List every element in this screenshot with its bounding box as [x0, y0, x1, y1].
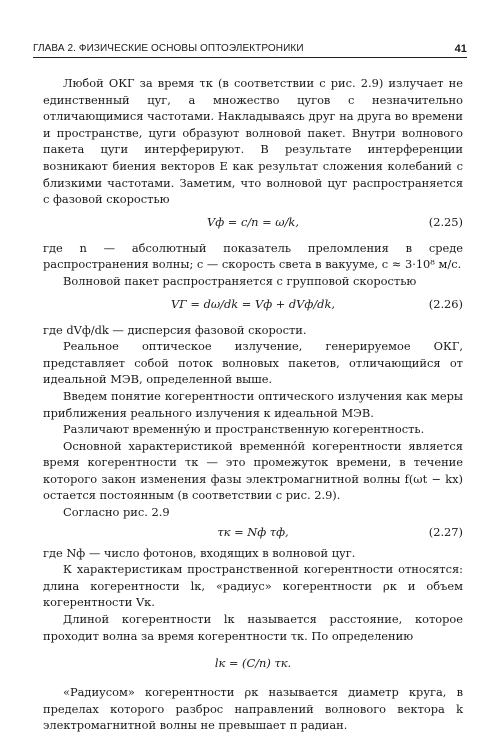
paragraph: где Nф — число фотонов, входящих в волновой цуг.: [43, 545, 356, 560]
equation-number: (2.25): [428, 214, 463, 229]
paragraph: где n — абсолютный показатель преломления в среде распространения волны; с — скорость света в вакууме, с ≈ 3·10⁸ м/с.: [43, 240, 463, 272]
paragraph: Основной характеристикой временно́й когерентности является время когерентности τк — это промежуток времени, в течение которого закон изменения фазы электромагнитной волны f(ωt − kx) остается постоянным (в соответствии с рис. 2.9).: [43, 438, 463, 503]
running-header: [33, 43, 467, 57]
equation-number: (2.26): [428, 296, 463, 311]
equation-formula: τк = Nф τф,: [217, 524, 289, 539]
equation-number: (2.27): [428, 524, 463, 539]
paragraph: «Радиусом» когерентности ρк называется диаметр круга, в пределах которого разброс направлений волнового вектора k электромагнитной волны не превышает π радиан.: [43, 685, 463, 733]
equation-2-27: [43, 521, 463, 545]
equation-formula: VГ = dω/dk = Vф + dVф/dk,: [171, 296, 335, 311]
equation-formula: Vф = c/n = ω/k,: [207, 214, 299, 229]
equation-coherence-length: [43, 644, 463, 684]
paragraph: Различают временну́ю и пространственную когерентность.: [63, 422, 425, 437]
paragraph: Волновой пакет распространяется с групповой скоростью: [63, 273, 417, 288]
paragraph: Любой ОКГ за время τк (в соответствии с рис. 2.9) излучает не единственный цуг, а множество цугов с незначительно отличающимися частотами. Накладываясь друг на друга во времени и пространстве, цуги образуют волновой пакет. Внутри волнового пакета цуги интерферируют. В результате интерференции возникают биения векторов E как результат сложения колебаний с близкими частотами. Заметим, что волновой цуг распространяется с фазовой скоростью: [43, 76, 463, 207]
paragraph: Согласно рис. 2.9: [63, 505, 170, 520]
chapter-title: ГЛАВА 2. ФИЗИЧЕСКИЕ ОСНОВЫ ОПТОЭЛЕКТРОНИКИ: [33, 43, 304, 54]
paragraph: где dVф/dk — дисперсия фазовой скорости.: [43, 322, 307, 337]
paragraph: Введем понятие когерентности оптического излучения как меры приближения реального излучения к идеальной МЭВ.: [43, 388, 463, 420]
paragraph: Длиной когерентности lк называется расстояние, которое проходит волна за время когерентности τк. По определению: [43, 612, 463, 643]
equation-formula: lк = (C/n) τк.: [214, 656, 292, 671]
paragraph: Реальное оптическое излучение, генерируемое ОКГ, представляет собой поток волновых пакетов, отличающийся от идеальной МЭВ, определенной выше.: [43, 339, 463, 387]
equation-2-26: [43, 290, 463, 322]
equation-2-25: [43, 208, 463, 240]
header-rule: [33, 57, 467, 58]
page-body: [43, 75, 463, 734]
paragraph: К характеристикам пространственной когерентности относятся: длина когерентности lк, «радиус» когерентности ρк и объем когерентности Vк.: [43, 562, 463, 610]
page-number: 41: [454, 43, 467, 55]
